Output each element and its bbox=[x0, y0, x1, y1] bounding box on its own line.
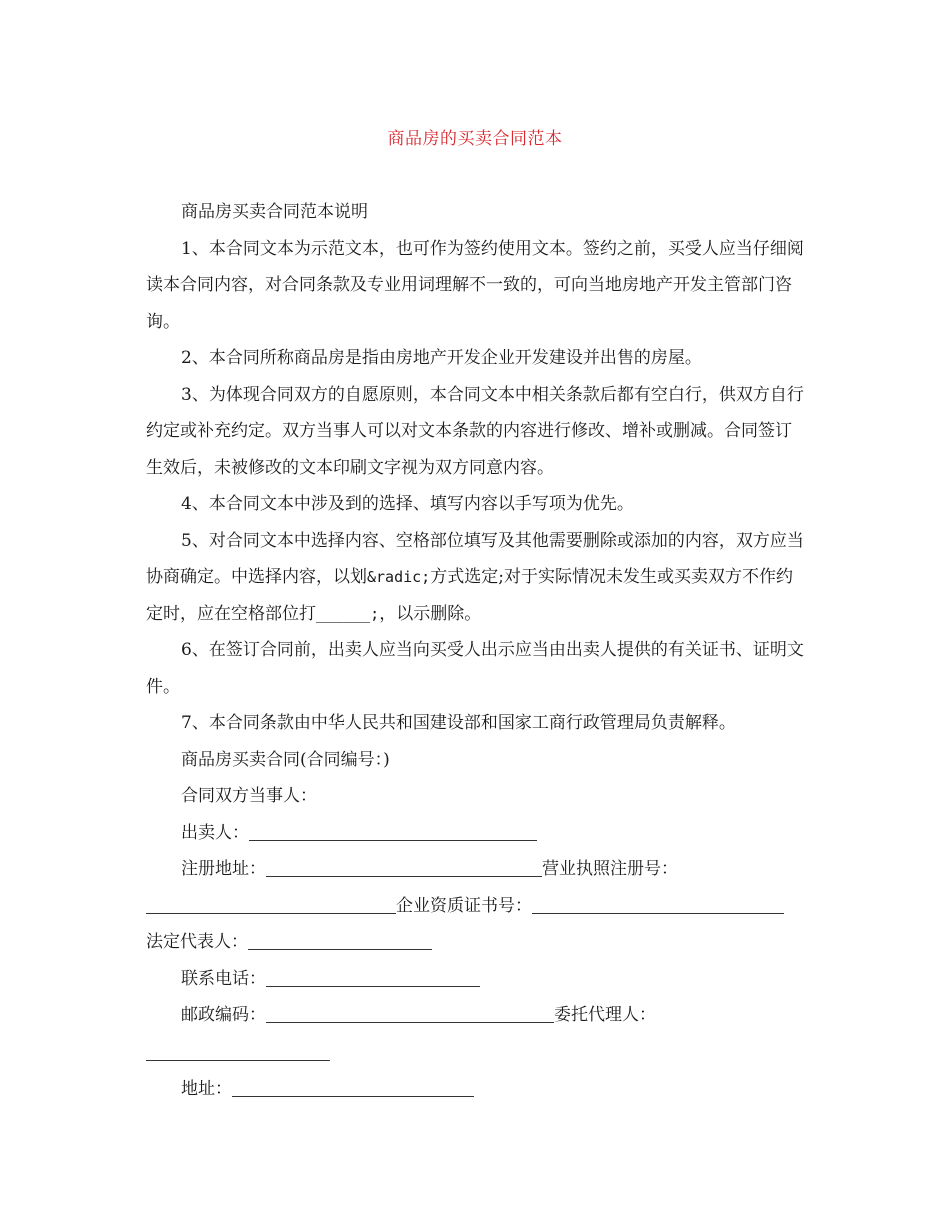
reg-address-blank[interactable] bbox=[266, 858, 542, 877]
qualification-label: 企业资质证书号： bbox=[396, 895, 532, 916]
postal-row bbox=[146, 997, 806, 1034]
contract-heading: 商品房买卖合同(合同编号：) bbox=[181, 749, 390, 770]
license-no-blank[interactable] bbox=[146, 895, 396, 914]
postal-label: 邮政编码： bbox=[181, 1005, 266, 1025]
legal-rep-row bbox=[146, 924, 806, 961]
address-row bbox=[146, 1071, 806, 1108]
note-5-code1: &radic; bbox=[367, 568, 431, 586]
reg-address-label: 注册地址： bbox=[181, 859, 266, 879]
address-blank[interactable] bbox=[232, 1078, 474, 1097]
postal-blank[interactable] bbox=[266, 1004, 554, 1023]
phone-label: 联系电话： bbox=[181, 968, 266, 989]
note-3: 3、为体现合同双方的自愿原则，本合同文本中相关条款后都有空白行，供双方自行约定或补充约定。双方当事人可以对文本条款的内容进行修改、增补或删减。合同签订生效后，未被修改的文本印刷文字视为双方同意内容。 bbox=[146, 384, 804, 478]
seller-row bbox=[146, 815, 806, 852]
note-2: 2、本合同所称商品房是指由房地产开发企业开发建设并出售的房屋。 bbox=[181, 348, 702, 368]
seller-label: 出卖人： bbox=[181, 822, 249, 843]
address-label: 地址： bbox=[181, 1078, 232, 1099]
reg-address-row bbox=[146, 851, 806, 888]
note-6: 6、在签订合同前，出卖人应当向买受人出示应当由出卖人提供的有关证书、证明文件。 bbox=[146, 640, 804, 697]
note-5-part1: 5、对合同文本中选择内容、空格部位填写及其他需要删除或添加的内容，双方应当协商确定。中选择内容，以划 bbox=[146, 530, 804, 587]
agent-blank[interactable] bbox=[146, 1042, 330, 1061]
note-1: 1、本合同文本为示范文本，也可作为签约使用文本。签约之前，买受人应当仔细阅读本合同内容，对合同条款及专业用词理解不一致的，可向当地房地产开发主管部门咨询。 bbox=[146, 238, 804, 332]
note-5 bbox=[146, 523, 806, 633]
note-5-part3: ，以示删除。 bbox=[379, 603, 482, 624]
phone-row bbox=[146, 961, 806, 998]
qualification-blank[interactable] bbox=[532, 895, 784, 914]
note-5-code2: ______; bbox=[316, 604, 380, 623]
qualification-row bbox=[146, 888, 806, 925]
agent-label: 委托代理人： bbox=[554, 1005, 656, 1025]
document-title: 商品房的买卖合同范本 bbox=[387, 129, 563, 149]
note-5-part2: 方式选定;对于实际情况未发生或买卖双方不作约定时，应在空格部位打 bbox=[146, 567, 793, 624]
seller-blank[interactable] bbox=[249, 822, 537, 841]
legal-rep-blank[interactable] bbox=[248, 931, 432, 950]
note-7: 7、本合同条款由中华人民共和国建设部和国家工商行政管理局负责解释。 bbox=[181, 713, 736, 733]
notes-heading: 商品房买卖合同范本说明 bbox=[181, 202, 368, 222]
phone-blank[interactable] bbox=[266, 968, 480, 987]
parties-heading: 合同双方当事人： bbox=[181, 786, 317, 806]
document-body bbox=[146, 194, 806, 1107]
note-4: 4、本合同文本中涉及到的选择、填写内容以手写项为优先。 bbox=[181, 494, 634, 514]
legal-rep-label: 法定代表人： bbox=[146, 932, 248, 952]
license-no-label: 营业执照注册号： bbox=[542, 859, 678, 879]
